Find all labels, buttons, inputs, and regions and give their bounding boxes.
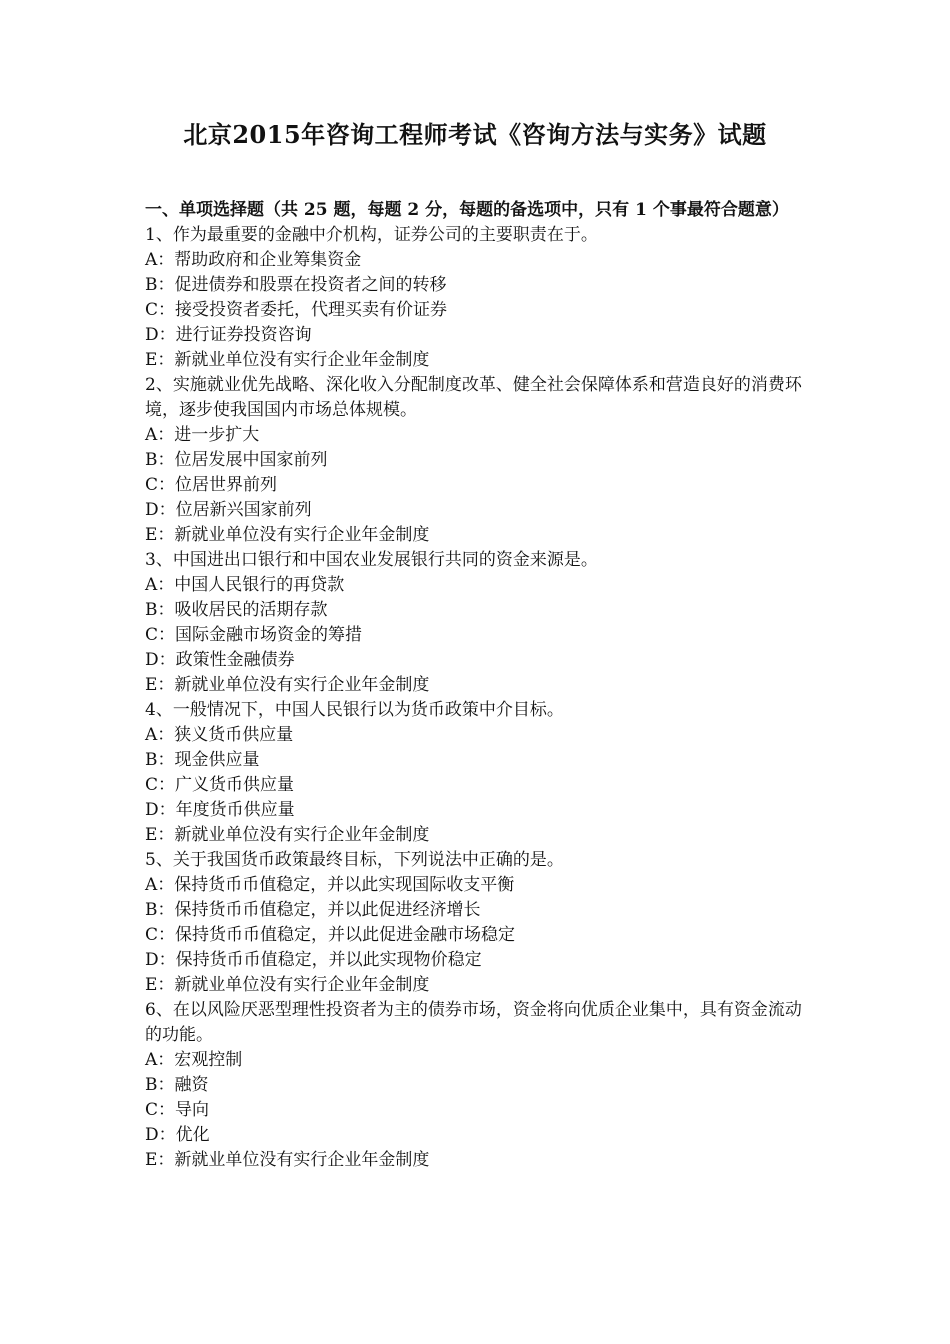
option-a: A：保持货币币值稳定，并以此实现国际收支平衡 <box>145 875 515 895</box>
option-c: C：广义货币供应量 <box>145 775 295 795</box>
question-stem: 3、中国进出口银行和中国农业发展银行共同的资金来源是。 <box>145 550 598 570</box>
option-c: C：保持货币币值稳定，并以此促进金融市场稳定 <box>145 925 516 945</box>
option-a: A：中国人民银行的再贷款 <box>145 575 345 595</box>
option-b: B：位居发展中国家前列 <box>145 450 328 470</box>
option-e: E：新就业单位没有实行企业年金制度 <box>145 1150 430 1170</box>
question-4 <box>145 698 810 848</box>
option-a: A：狭义货币供应量 <box>145 725 294 745</box>
option-d: D：保持货币币值稳定，并以此实现物价稳定 <box>145 950 482 970</box>
option-d: D：进行证券投资咨询 <box>145 325 312 345</box>
option-d: D：政策性金融债券 <box>145 650 295 670</box>
option-b: B：融资 <box>145 1075 209 1095</box>
option-c: C：导向 <box>145 1100 210 1120</box>
question-stem: 5、关于我国货币政策最终目标，下列说法中正确的是。 <box>145 850 564 870</box>
option-a: A：宏观控制 <box>145 1050 243 1070</box>
document-body <box>145 198 810 1173</box>
question-6 <box>145 998 810 1173</box>
option-b: B：现金供应量 <box>145 750 260 770</box>
option-d: D：位居新兴国家前列 <box>145 500 312 520</box>
option-e: E：新就业单位没有实行企业年金制度 <box>145 825 430 845</box>
question-1 <box>145 223 810 373</box>
option-e: E：新就业单位没有实行企业年金制度 <box>145 350 430 370</box>
option-e: E：新就业单位没有实行企业年金制度 <box>145 675 430 695</box>
option-a: A：进一步扩大 <box>145 425 260 445</box>
option-b: B：保持货币币值稳定，并以此促进经济增长 <box>145 900 481 920</box>
question-3 <box>145 548 810 698</box>
option-c: C：位居世界前列 <box>145 475 278 495</box>
section-heading: 一、单项选择题（共 25 题，每题 2 分，每题的备选项中，只有 1 个事最符合题意） <box>145 200 789 220</box>
option-d: D：年度货币供应量 <box>145 800 295 820</box>
option-b: B：促进债券和股票在投资者之间的转移 <box>145 275 447 295</box>
option-b: B：吸收居民的活期存款 <box>145 600 328 620</box>
option-e: E：新就业单位没有实行企业年金制度 <box>145 525 430 545</box>
question-5 <box>145 848 810 998</box>
question-stem: 2、实施就业优先战略、深化收入分配制度改革、健全社会保障体系和营造良好的消费环境，逐步使我国国内市场总体规模。 <box>145 375 802 420</box>
option-e: E：新就业单位没有实行企业年金制度 <box>145 975 430 995</box>
option-d: D：优化 <box>145 1125 210 1145</box>
option-a: A：帮助政府和企业筹集资金 <box>145 250 362 270</box>
option-c: C：国际金融市场资金的筹措 <box>145 625 363 645</box>
question-2 <box>145 373 810 548</box>
question-stem: 6、在以风险厌恶型理性投资者为主的债券市场，资金将向优质企业集中，具有资金流动的功能。 <box>145 1000 802 1045</box>
option-c: C：接受投资者委托，代理买卖有价证券 <box>145 300 448 320</box>
question-stem: 4、一般情况下，中国人民银行以为货币政策中介目标。 <box>145 700 564 720</box>
question-stem: 1、作为最重要的金融中介机构，证券公司的主要职责在于。 <box>145 225 598 245</box>
document-title: 北京2015年咨询工程师考试《咨询方法与实务》试题 <box>183 120 767 149</box>
